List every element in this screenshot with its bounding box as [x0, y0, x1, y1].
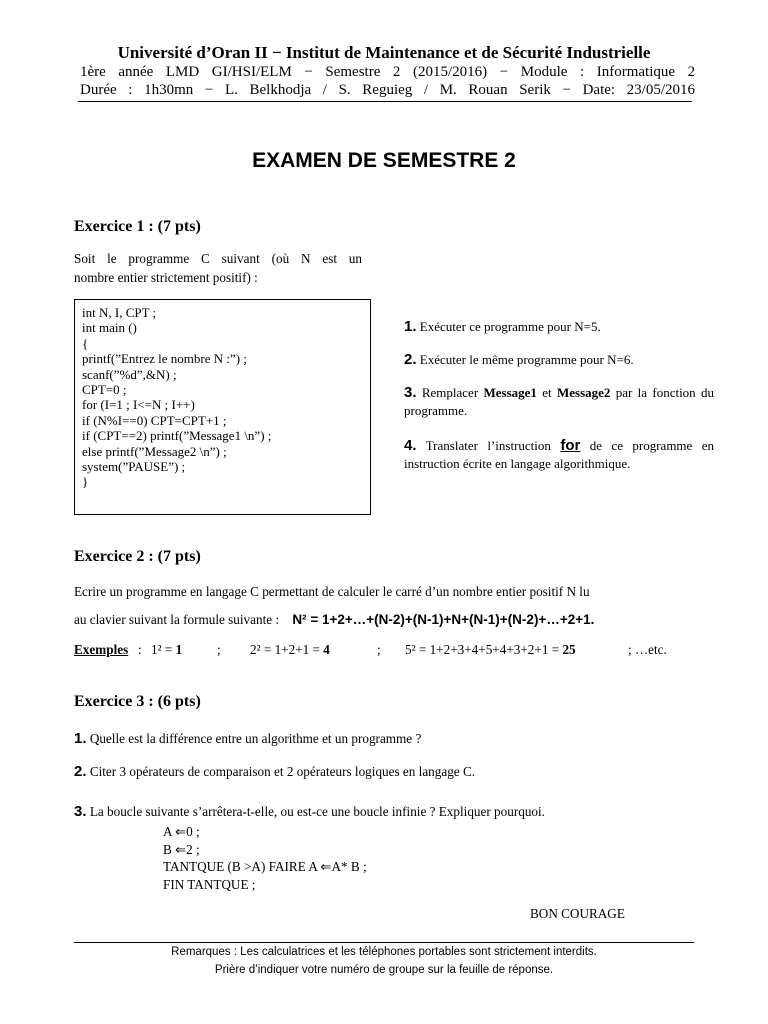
ex3-question-2	[74, 762, 475, 781]
ex3-algorithm	[163, 823, 367, 893]
examples-etc: ; …etc.	[628, 642, 667, 657]
examples-label: Exemples	[74, 642, 129, 657]
footer-divider	[74, 942, 694, 943]
question-text: et	[542, 385, 552, 400]
ex1-question-4	[404, 437, 714, 473]
question-number: 2.	[74, 763, 87, 780]
question-text: Quelle est la différence entre un algorithme et un programme ?	[89, 731, 422, 746]
code-line: printf(”Entrez le nombre N :”) ;	[82, 351, 247, 367]
ex2-examples	[74, 640, 694, 660]
code-line: CPT=0 ;	[82, 382, 127, 398]
question-text: La boucle suivante s’arrêtera-t-elle, ou est-ce une boucle infinie ? Expliquer pourquoi.	[89, 804, 545, 819]
ex2-statement-line1: Ecrire un programme en langage C permettant de calculer le carré d’un nombre entier positif N lu	[74, 584, 590, 599]
example-separator: ;	[217, 642, 221, 657]
ex1-heading: Exercice 1 : (7 pts)	[74, 218, 201, 235]
code-line: system(”PAUSE”) ;	[82, 459, 186, 475]
header-divider	[78, 101, 692, 102]
examples-colon: :	[138, 642, 142, 657]
example-result: 4	[323, 642, 330, 657]
ex3-heading: Exercice 3 : (6 pts)	[74, 693, 201, 710]
closing-message: BON COURAGE	[530, 906, 625, 921]
header-year: 1ère année LMD	[80, 64, 200, 80]
example-result: 1	[175, 642, 183, 657]
code-line: for (I=1 ; I<=N ; I++)	[82, 397, 195, 413]
question-text: Remplacer	[421, 385, 479, 400]
exam-title: EXAMEN DE SEMESTRE 2	[252, 149, 516, 172]
ex3-question-3	[74, 802, 545, 821]
question-text: Translater l’instruction	[425, 438, 551, 453]
header-duration-label: Durée :	[80, 82, 133, 98]
code-line: scanf(”%d”,&N) ;	[82, 366, 177, 382]
header-slash: /	[423, 82, 429, 98]
example-3	[405, 640, 576, 659]
question-text: Citer 3 opérateurs de comparaison et 2 opérateurs logiques en langage C.	[89, 764, 476, 779]
question-text: de ce programme en instruction écrite en langage algorithmique.	[404, 438, 715, 471]
ex3-question-1	[74, 729, 421, 748]
question-number: 3.	[74, 803, 87, 820]
header-institution: Université d’Oran II − Institut de Maintenance et de Sécurité Industrielle	[117, 43, 651, 62]
header-duration: 1h30mn	[144, 82, 194, 98]
algo-line: B ⇐2 ;	[163, 841, 200, 857]
header-slash: /	[322, 82, 327, 98]
ex2-statement-line2	[74, 610, 594, 629]
footer-remark-1: Remarques : Les calculatrices et les téléphones portables sont strictement interdits.	[171, 946, 597, 958]
example-2	[250, 640, 330, 659]
question-number: 1.	[404, 318, 417, 335]
code-line: {	[82, 335, 89, 351]
example-result: 25	[562, 642, 576, 657]
question-number: 1.	[74, 730, 87, 747]
message2-keyword: Message2	[556, 385, 611, 400]
ex1-question-1	[404, 318, 714, 336]
example-lhs: 1² =	[151, 642, 173, 657]
header-module: Informatique 2	[596, 64, 696, 80]
algo-line: A ⇐0 ;	[163, 824, 200, 839]
algo-line: TANTQUE (B >A) FAIRE A ⇐A* B ;	[163, 859, 367, 874]
question-text: par la fonction du programme.	[404, 385, 715, 418]
question-text: Exécuter ce programme pour N=5.	[419, 319, 601, 334]
header-dash: −	[562, 82, 571, 98]
header-semester: Semestre 2	[325, 64, 401, 80]
code-line: if (CPT==2) printf(”Message1 \n”) ;	[82, 428, 272, 444]
header-academic-year: (2015/2016)	[413, 64, 488, 80]
example-lhs: 2² = 1+2+1 =	[250, 642, 320, 657]
ex1-question-3	[404, 384, 714, 420]
ex1-intro-line1: Soit le programme C suivant (où N est un	[74, 251, 362, 266]
header-exam-info-line	[80, 82, 695, 99]
header-speciality: GI/HSI/ELM	[211, 64, 292, 80]
code-line: }	[82, 474, 89, 490]
for-keyword: for	[560, 437, 581, 454]
example-separator: ;	[377, 642, 381, 657]
message1-keyword: Message1	[483, 385, 537, 400]
question-number: 2.	[404, 351, 417, 368]
example-1	[151, 640, 182, 659]
algo-line: FIN TANTQUE ;	[163, 876, 256, 892]
statement-text: au clavier suivant la formule suivante :	[74, 612, 280, 627]
ex2-heading: Exercice 2 : (7 pts)	[74, 548, 201, 565]
header-teacher-1: L. Belkhodja	[224, 82, 312, 98]
code-line: int N, I, CPT ;	[82, 305, 157, 320]
header-dash: −	[499, 64, 509, 80]
ex1-question-2	[404, 351, 714, 369]
code-line: else printf(”Message2 \n”) ;	[82, 443, 227, 459]
footer-remark-2: Prière d’indiquer votre numéro de groupe sur la feuille de réponse.	[214, 964, 554, 976]
ex2-formula: N² = 1+2+…+(N-2)+(N-1)+N+(N-1)+(N-2)+…+2+1.	[292, 612, 595, 627]
header-dash: −	[204, 82, 214, 98]
header-teacher-2: S. Reguieg	[338, 82, 413, 98]
header-module-label: Module :	[520, 64, 585, 80]
header-dash: −	[304, 64, 313, 80]
header-date: Date: 23/05/2016	[582, 82, 696, 98]
question-number: 4.	[404, 437, 417, 454]
question-text: Exécuter le même programme pour N=6.	[419, 352, 634, 367]
code-line: if (N%I==0) CPT=CPT+1 ;	[82, 412, 227, 428]
header-teacher-3: M. Rouan Serik	[439, 82, 551, 98]
ex1-code-box	[74, 299, 371, 515]
code-line: int main ()	[82, 320, 137, 336]
ex1-intro-line2: nombre entier strictement positif) :	[74, 270, 258, 285]
question-number: 3.	[404, 384, 417, 401]
example-lhs: 5² = 1+2+3+4+5+4+3+2+1 =	[405, 642, 560, 657]
header-course-line	[80, 64, 695, 81]
